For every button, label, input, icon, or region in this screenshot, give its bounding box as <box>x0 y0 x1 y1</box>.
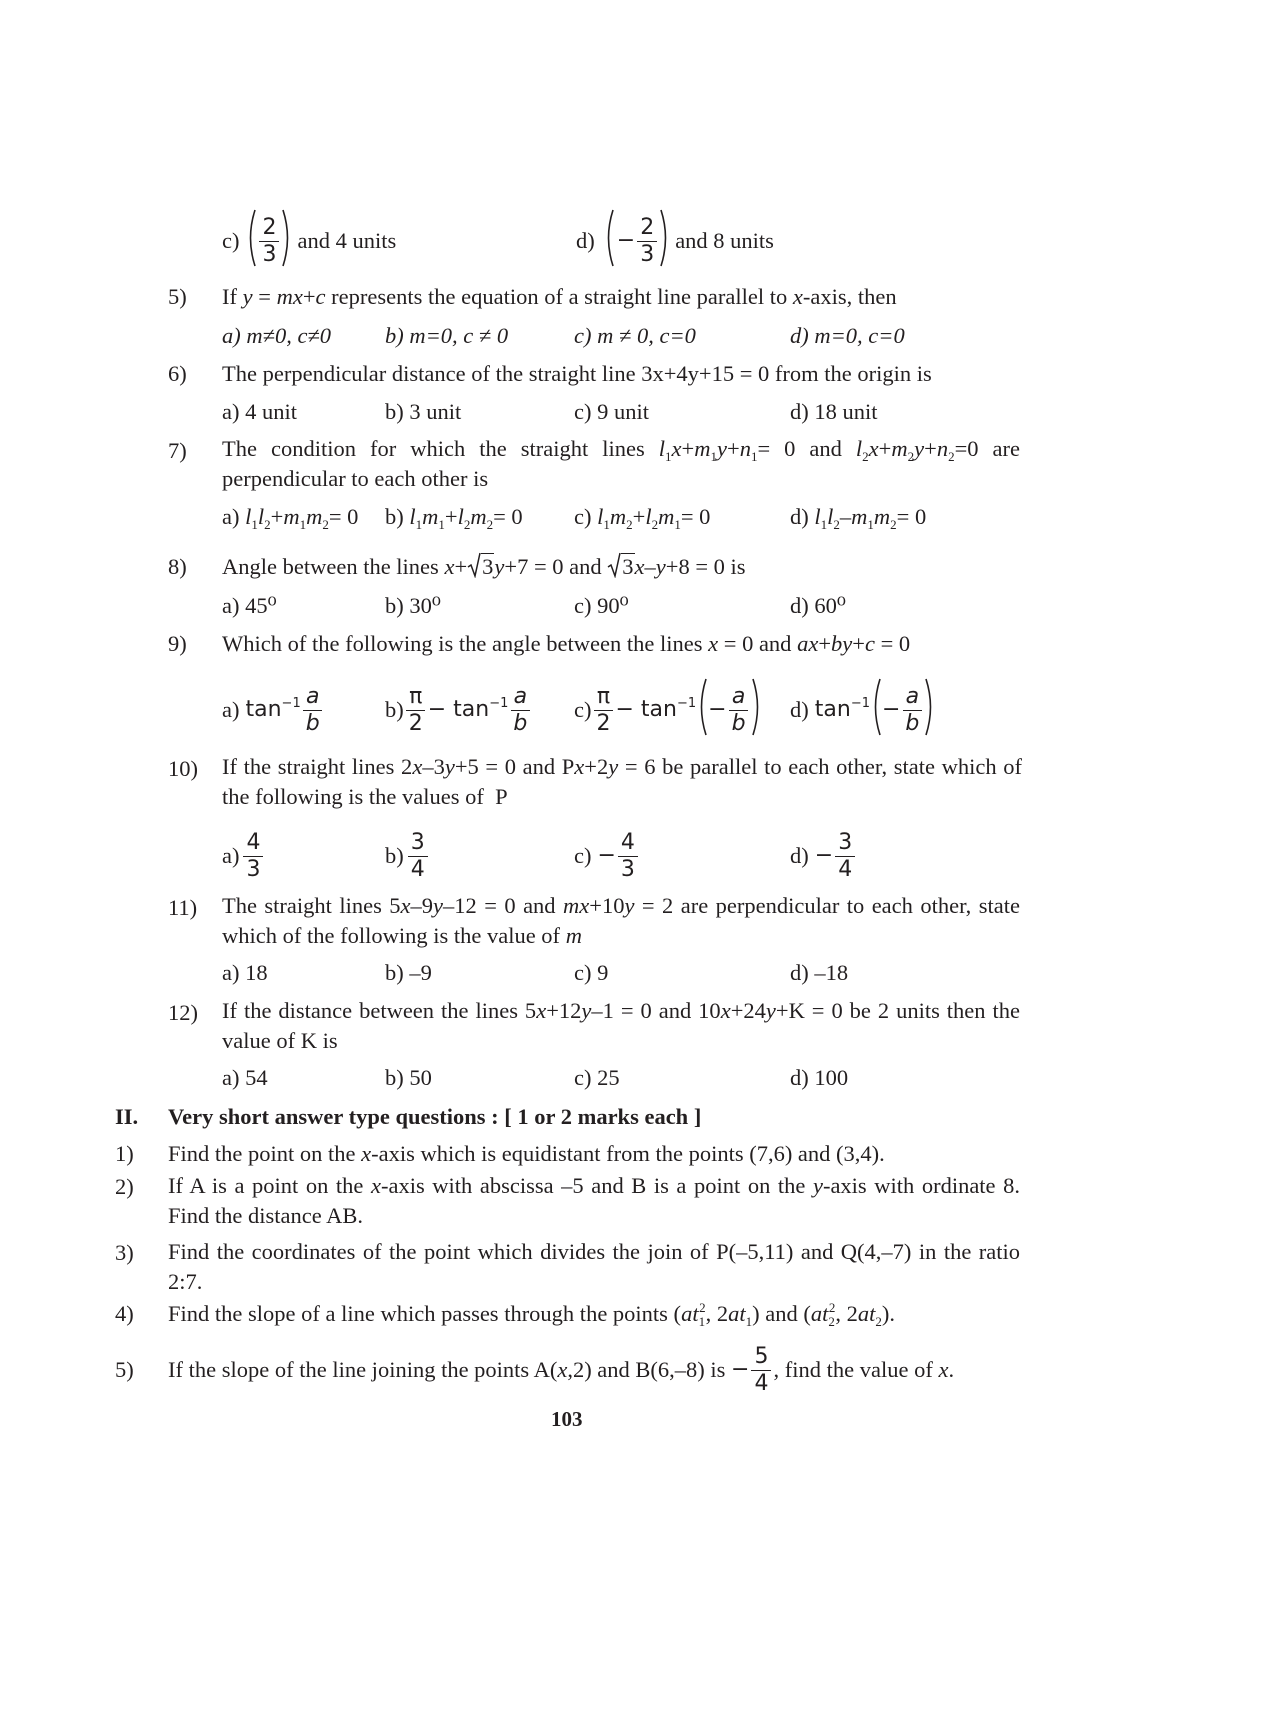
fraction: $\frac{5}{4}$ <box>751 1344 771 1397</box>
q4-option-c <box>222 210 396 272</box>
q8-option-b: b) 30⁰ <box>385 593 441 618</box>
fraction: $\frac{4}{3}$ <box>243 830 263 883</box>
page-number: 103 <box>551 1407 583 1431</box>
section-heading: Very short answer type questions : [ 1 or 2 marks each ] <box>168 1104 702 1129</box>
q5-text: If y = mx+c represents the equation of a straight line parallel to x-axis, then <box>222 284 897 309</box>
q9-option-d: d) $\tan^{-1}$ − $\frac{a}{b}$ <box>790 680 936 740</box>
vs-q2-number: 2) <box>115 1174 134 1199</box>
q12-option-b: b) 50 <box>385 1065 432 1090</box>
sqrt-symbol: 3 <box>467 553 494 581</box>
q10-option-a: a) $\frac{4}{3}$ <box>222 826 265 886</box>
vs-q4-number: 4) <box>115 1301 134 1326</box>
fraction: $\frac{a}{b}$ <box>510 684 530 737</box>
q10-text: If the straight lines 2x–3y+5 = 0 and Px+2y = 6 be parallel to each other, state which of the following is the values of P <box>222 754 1022 809</box>
left-paren-icon <box>603 208 615 275</box>
fraction: $\frac{a}{b}$ <box>729 684 749 737</box>
q5-option-a: a) m≠0, c≠0 <box>222 323 332 348</box>
q12-text: If the distance between the lines 5x+12y–1 = 0 and 10x+24y+K = 0 be 2 units then the value of K is <box>222 998 1020 1053</box>
q5-number: 5) <box>168 284 187 309</box>
q12-option-c: c) 25 <box>574 1065 620 1090</box>
right-paren-icon <box>924 677 936 744</box>
vs-q1-number: 1) <box>115 1141 134 1166</box>
fraction: $\frac{2}{3}$ <box>259 215 279 268</box>
option-label: c) <box>222 228 240 253</box>
left-paren-icon <box>870 677 882 744</box>
q8-text: Angle between the lines x+ 3y+7 = 0 and 3x–y+8 = 0 is <box>222 554 746 579</box>
vs-q5-text: If the slope of the line joining the points A(x,2) and B(6,–8) is − $\frac{5}{4}$ , find the value of x. <box>168 1343 955 1396</box>
section-numeral: II. <box>115 1104 139 1129</box>
q9-option-c: c) $\frac{\pi}{2}$ − $\tan^{-1}$ − $\frac{a}{b}$ <box>574 680 763 740</box>
left-paren-icon <box>696 677 708 744</box>
vs-q5-number: 5) <box>115 1357 134 1382</box>
q12-number: 12) <box>168 1000 198 1025</box>
q8-option-c: c) 90⁰ <box>574 593 629 618</box>
fraction: $\frac{2}{3}$ <box>637 215 657 268</box>
vs-q3-number: 3) <box>115 1240 134 1265</box>
fraction: $\frac{a}{b}$ <box>902 684 922 737</box>
q5-option-b: b) m=0, c ≠ 0 <box>385 323 509 348</box>
q8-option-a: a) 45⁰ <box>222 593 277 618</box>
vs-q1-text: Find the point on the x-axis which is equidistant from the points (7,6) and (3,4). <box>168 1141 885 1166</box>
q6-option-c: c) 9 unit <box>574 399 649 424</box>
q11-text: The straight lines 5x–9y–12 = 0 and mx+10y = 2 are perpendicular to each other, state which of the following is the value of m <box>222 893 1020 948</box>
vs-q3-text: Find the coordinates of the point which divides the join of P(–5,11) and Q(4,–7) in the ratio 2:7. <box>168 1239 1020 1294</box>
q9-number: 9) <box>168 631 187 656</box>
q9-text: Which of the following is the angle between the lines x = 0 and ax+by+c = 0 <box>222 631 911 656</box>
q11-option-d: d) –18 <box>790 960 849 985</box>
right-paren-icon <box>659 208 671 275</box>
q11-number: 11) <box>168 895 198 920</box>
fraction: $\frac{3}{4}$ <box>408 830 428 883</box>
q7-option-d: d) $l_1l_2-m_1m_2= 0$ <box>790 504 927 532</box>
q6-option-a: a) 4 unit <box>222 399 297 424</box>
minus-sign: − <box>616 228 636 253</box>
fraction: $\frac{\pi}{2}$ <box>593 684 613 737</box>
option-text: and 8 units <box>675 228 774 253</box>
q11-option-a: a) 18 <box>222 960 268 985</box>
q7-option-a: a) $l_1l_2+m_1m_2= 0$ <box>222 504 359 532</box>
option-label: d) <box>576 228 595 253</box>
q7-option-c: c) $l_1m_2+l_2m_1= 0$ <box>574 504 711 532</box>
q8-number: 8) <box>168 554 187 579</box>
q11-option-b: b) –9 <box>385 960 432 985</box>
fraction: $\frac{4}{3}$ <box>618 830 638 883</box>
right-paren-icon <box>751 677 763 744</box>
vs-q4-text: Find the slope of a line which passes through the points ($at_1^2$, $2at_1$) and ($at_2^2$, $2at_2$). <box>168 1300 895 1329</box>
q5-option-d: d) m=0, c=0 <box>790 323 905 348</box>
q9-option-b: b) $\frac{\pi}{2}$ − $\tan^{-1}$ $\frac{a}{b}$ <box>385 680 532 740</box>
fraction: $\frac{\pi}{2}$ <box>406 684 426 737</box>
q12-option-a: a) 54 <box>222 1065 268 1090</box>
sqrt-symbol: 3 <box>607 553 634 581</box>
q6-number: 6) <box>168 361 187 386</box>
q9-option-a: a) $\tan^{-1}$ $\frac{a}{b}$ <box>222 680 325 740</box>
q11-option-c: c) 9 <box>574 960 609 985</box>
q6-option-d: d) 18 unit <box>790 399 878 424</box>
fraction: $\frac{3}{4}$ <box>835 830 855 883</box>
q5-option-c: c) m ≠ 0, c=0 <box>574 323 696 348</box>
q12-option-d: d) 100 <box>790 1065 849 1090</box>
q7-text: The condition for which the straight lines $l_1x+m_1y+n_1= 0$ and $l_2x+m_2y+n_2=0$ are perpendicular to each other is <box>222 436 1020 491</box>
q7-option-b: b) $l_1m_1+l_2m_2= 0$ <box>385 504 523 532</box>
q8-option-d: d) 60⁰ <box>790 593 846 618</box>
q10-option-b: b) $\frac{3}{4}$ <box>385 826 430 886</box>
q4-option-d <box>576 210 774 272</box>
q10-option-c: c) − $\frac{4}{3}$ <box>574 826 640 886</box>
fraction: $\frac{a}{b}$ <box>303 684 323 737</box>
q6-text: The perpendicular distance of the straight line 3x+4y+15 = 0 from the origin is <box>222 361 932 386</box>
q10-option-d: d) − $\frac{3}{4}$ <box>790 826 857 886</box>
option-text: and 4 units <box>297 228 397 253</box>
vs-q2-text: If A is a point on the x-axis with abscissa –5 and B is a point on the y-axis with ordinate 8. Find the distance AB. <box>168 1173 1020 1228</box>
left-paren-icon <box>245 208 257 275</box>
right-paren-icon <box>281 208 293 275</box>
q7-number: 7) <box>168 438 187 463</box>
q10-number: 10) <box>168 756 198 781</box>
q6-option-b: b) 3 unit <box>385 399 462 424</box>
